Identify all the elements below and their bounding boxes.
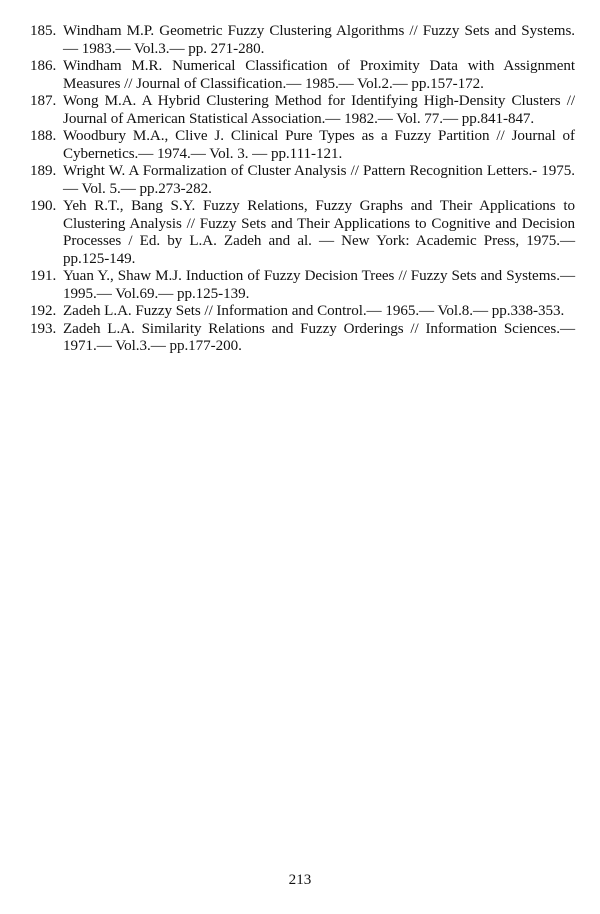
reference-text: Windham M.P. Geometric Fuzzy Clustering Algorithms // Fuzzy Sets and Systems.— 1983.— Vol.3.— pp. 271-280. — [63, 23, 575, 57]
reference-text: Wong M.A. A Hybrid Clustering Method for Identifying High-Density Clusters // Journal of American Statistical Association.— 1982.— Vol. 77.— pp.841-847. — [63, 93, 575, 127]
reference-number: 190. — [30, 198, 57, 214]
reference-item — [30, 128, 575, 163]
reference-number: 188. — [30, 128, 57, 144]
reference-item — [30, 303, 575, 321]
reference-text: Yuan Y., Shaw M.J. Induction of Fuzzy Decision Trees // Fuzzy Sets and Systems.— 1995.— Vol.69.— pp.125-139. — [63, 268, 575, 302]
reference-number: 185. — [30, 23, 57, 39]
page-number: 213 — [288, 872, 312, 888]
reference-text: Wright W. A Formalization of Cluster Analysis // Pattern Recognition Letters.- 1975.— Vol. 5.— pp.273-282. — [63, 163, 575, 197]
reference-number: 187. — [30, 93, 57, 109]
reference-item — [30, 93, 575, 128]
reference-text: Yeh R.T., Bang S.Y. Fuzzy Relations, Fuzzy Graphs and Their Applications to Clustering Analysis // Fuzzy Sets and Their Applications to Cognitive and Decision Processes / Ed. by L.A. Zadeh and al. — New York: Academic Press, 1975.— pp.125-149. — [63, 198, 575, 267]
reference-list — [30, 23, 575, 356]
reference-text: Zadeh L.A. Fuzzy Sets // Information and Control.— 1965.— Vol.8.— pp.338-353. — [63, 303, 565, 319]
reference-number: 192. — [30, 303, 57, 319]
reference-number: 191. — [30, 268, 57, 284]
reference-text: Woodbury M.A., Clive J. Clinical Pure Types as a Fuzzy Partition // Journal of Cybernetics.— 1974.— Vol. 3. — pp.111-121. — [63, 128, 575, 162]
reference-item — [30, 163, 575, 198]
reference-number: 186. — [30, 58, 57, 74]
reference-item — [30, 321, 575, 356]
reference-text: Windham M.R. Numerical Classification of Proximity Data with Assignment Measures // Journal of Classification.— 1985.— Vol.2.— pp.157-172. — [63, 58, 575, 92]
reference-item — [30, 23, 575, 58]
reference-item — [30, 58, 575, 93]
reference-number: 193. — [30, 320, 57, 337]
reference-item — [30, 198, 575, 268]
reference-text: Zadeh L.A. Similarity Relations and Fuzzy Orderings // Information Sciences.— 1971.— Vol.3.— pp.177-200. — [63, 320, 575, 354]
reference-item — [30, 268, 575, 303]
reference-number: 189. — [30, 163, 57, 179]
